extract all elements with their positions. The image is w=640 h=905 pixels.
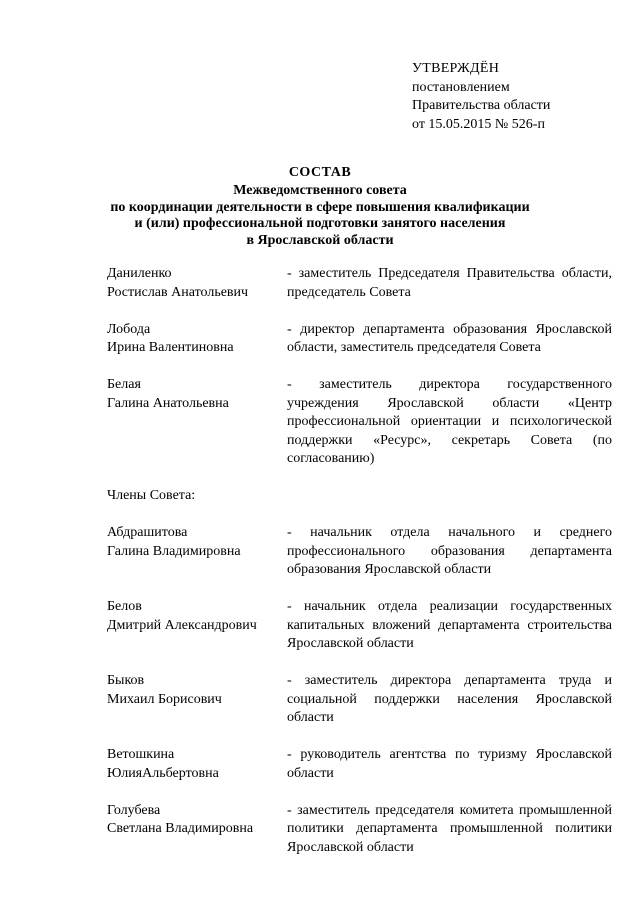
members-section-label: Члены Совета: bbox=[107, 488, 196, 503]
approval-title: УТВЕРЖДЁН bbox=[412, 61, 500, 76]
member-surname: Голубева bbox=[107, 802, 161, 818]
member-given-name: Дмитрий Александрович bbox=[107, 617, 257, 633]
member-given-name: Светлана Владимировна bbox=[107, 821, 254, 836]
member-row bbox=[107, 376, 612, 469]
member-given-name: Ирина Валентиновна bbox=[107, 340, 234, 355]
member-given-name: ЮлияАльбертовна bbox=[107, 765, 219, 781]
member-role: - заместитель председателя комитета промышленной политики департамента промышленной политики Ярославской области bbox=[287, 802, 612, 855]
member-role: - заместитель директора государственного учреждения Ярославской области «Центр профессиональной ориентации и психологической поддержки «Ресурс», секретарь Совета (по согласованию) bbox=[287, 377, 612, 466]
heading-line: и (или) профессиональной подготовки занятого населения bbox=[134, 216, 506, 232]
member-role: - заместитель Председателя Правительства области, председатель Совета bbox=[287, 266, 612, 300]
member-row bbox=[107, 802, 612, 858]
member-surname: Белая bbox=[107, 377, 141, 392]
document-heading bbox=[100, 165, 540, 250]
member-surname: Абдрашитова bbox=[107, 525, 188, 540]
member-name bbox=[107, 672, 287, 728]
member-given-name: Галина Анатольевна bbox=[107, 395, 229, 411]
member-surname: Ветошкина bbox=[107, 747, 175, 762]
heading-line: Межведомственного совета bbox=[233, 182, 407, 198]
member-role: - начальник отдела начального и среднего профессионального образования департамента образования Ярославской области bbox=[287, 525, 612, 577]
member-given-name: Галина Владимировна bbox=[107, 543, 241, 559]
member-role: - руководитель агентства по туризму Ярославской области bbox=[287, 747, 612, 781]
member-name bbox=[107, 376, 287, 469]
member-name bbox=[107, 265, 287, 302]
member-row bbox=[107, 672, 612, 728]
member-given-name: Ростислав Анатольевич bbox=[107, 284, 249, 300]
member-row bbox=[107, 598, 612, 654]
member-row bbox=[107, 524, 612, 580]
member-surname: Даниленко bbox=[107, 266, 172, 281]
approval-line: постановлением bbox=[412, 79, 510, 95]
member-row bbox=[107, 321, 612, 358]
heading-line: в Ярославской области bbox=[246, 233, 394, 249]
member-role: - заместитель директора департамента труда и социальной поддержки населения Ярославской области bbox=[287, 673, 612, 725]
approval-date: от 15.05.2015 № 526-п bbox=[412, 116, 545, 132]
heading-title: СОСТАВ bbox=[288, 165, 352, 180]
member-name bbox=[107, 321, 287, 358]
council-list bbox=[107, 265, 612, 876]
member-row bbox=[107, 746, 612, 783]
member-name bbox=[107, 598, 287, 654]
member-given-name: Михаил Борисович bbox=[107, 691, 222, 707]
member-surname: Быков bbox=[107, 673, 145, 688]
member-row bbox=[107, 265, 612, 302]
member-role: - директор департамента образования Ярославской области, заместитель председателя Совета bbox=[287, 321, 612, 355]
member-surname: Лобода bbox=[107, 321, 151, 337]
heading-line: по координации деятельности в сфере повышения квалификации bbox=[110, 199, 530, 215]
approval-line: Правительства области bbox=[412, 98, 551, 113]
member-name bbox=[107, 746, 287, 783]
member-name bbox=[107, 802, 287, 858]
approval-stamp bbox=[412, 60, 550, 134]
member-surname: Белов bbox=[107, 599, 142, 614]
member-name bbox=[107, 524, 287, 580]
member-role: - начальник отдела реализации государственных капитальных вложений департамента строительства Ярославской области bbox=[287, 599, 612, 651]
